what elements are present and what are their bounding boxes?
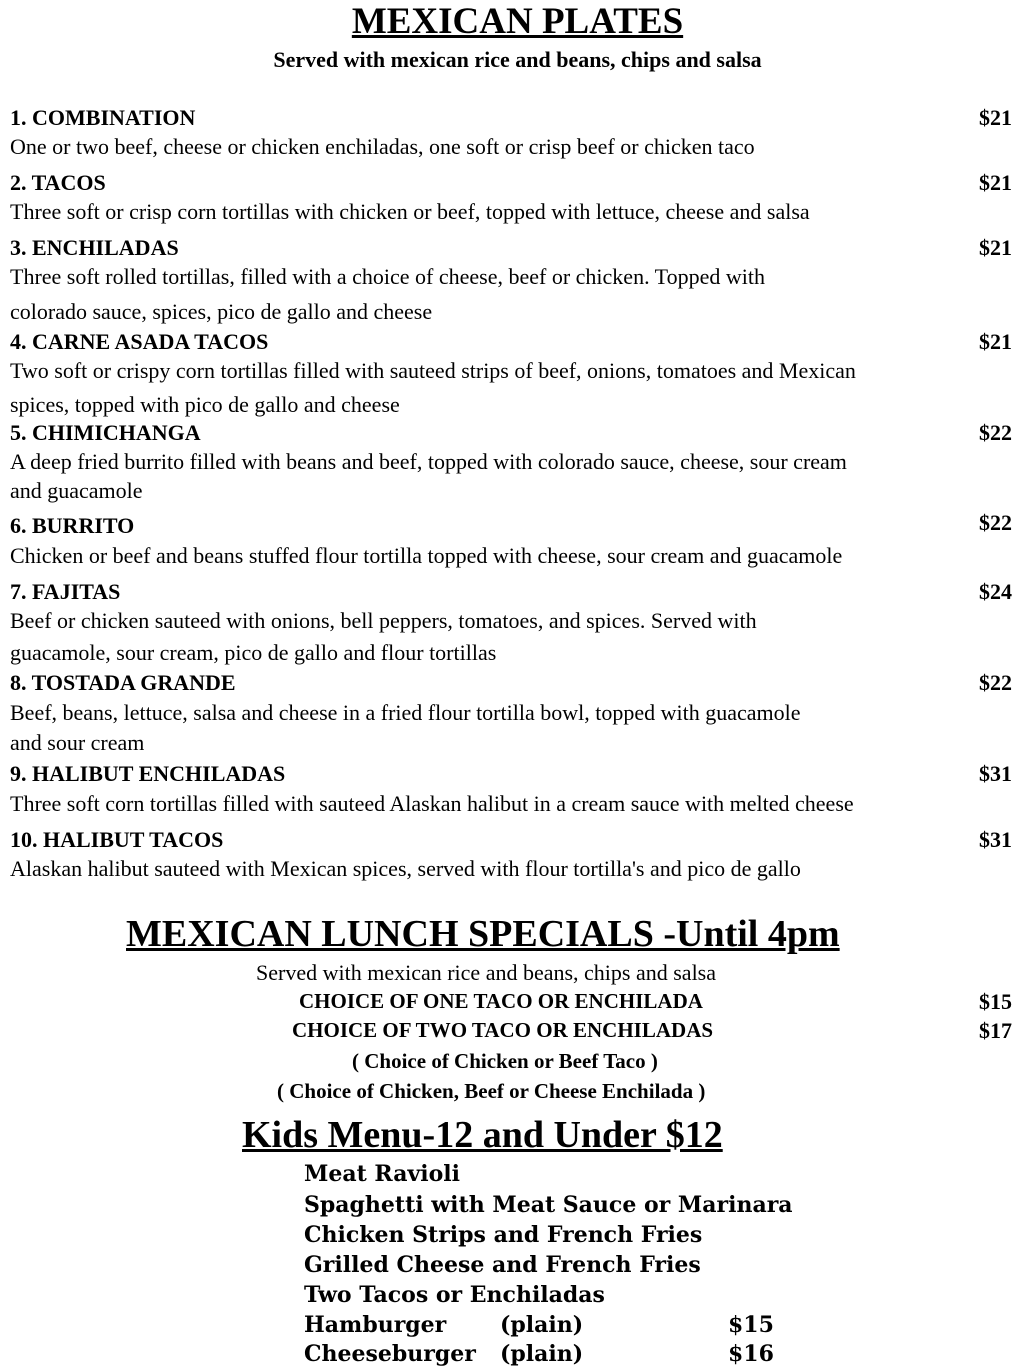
kids-title: Kids Menu-12 and Under $12 (242, 1114, 723, 1156)
item-description: spices, topped with pico de gallo and cheese (10, 392, 400, 417)
item-name: 9. HALIBUT ENCHILADAS (10, 761, 286, 786)
item-description: Beef, beans, lettuce, salsa and cheese in a fried flour tortilla bowl, topped with guacamole (10, 700, 801, 725)
item-description: and guacamole (10, 478, 143, 503)
lunch-item-price: $15 (979, 989, 1012, 1014)
item-description: Beef or chicken sauteed with onions, bell peppers, tomatoes, and spices. Served with (10, 608, 757, 633)
item-description: Three soft corn tortillas filled with sauteed Alaskan halibut in a cream sauce with melted cheese (10, 791, 854, 816)
kids-item: Grilled Cheese and French Fries (304, 1252, 701, 1278)
kids-priced-price: $15 (728, 1312, 774, 1338)
item-price: $21 (979, 105, 1012, 130)
item-description: A deep fried burrito filled with beans and beef, topped with colorado sauce, cheese, sour cream (10, 449, 847, 474)
lunch-note: ( Choice of Chicken or Beef Taco ) (352, 1049, 658, 1073)
item-price: $31 (979, 761, 1012, 786)
kids-item: Spaghetti with Meat Sauce or Marinara (304, 1192, 793, 1218)
item-description: Alaskan halibut sauteed with Mexican spices, served with flour tortilla's and pico de gallo (10, 856, 801, 881)
item-name: 3. ENCHILADAS (10, 235, 179, 260)
item-price: $22 (979, 510, 1012, 535)
lunch-item-price: $17 (979, 1018, 1012, 1043)
item-description: Three soft or crisp corn tortillas with chicken or beef, topped with lettuce, cheese and salsa (10, 199, 810, 224)
item-description: guacamole, sour cream, pico de gallo and flour tortillas (10, 640, 497, 665)
page-title: MEXICAN PLATES (351, 1, 684, 42)
item-price: $21 (979, 235, 1012, 260)
item-description: Three soft rolled tortillas, filled with a choice of cheese, beef or chicken. Topped with (10, 264, 765, 289)
kids-item: Two Tacos or Enchiladas (304, 1282, 605, 1308)
kids-priced-note: (plain) (500, 1341, 584, 1367)
lunch-subtitle: Served with mexican rice and beans, chips and salsa (256, 960, 717, 985)
item-name: 8. TOSTADA GRANDE (10, 670, 236, 695)
item-description: Chicken or beef and beans stuffed flour tortilla topped with cheese, sour cream and guacamole (10, 543, 843, 568)
kids-item: Chicken Strips and French Fries (304, 1222, 703, 1248)
kids-priced-note: (plain) (500, 1312, 584, 1338)
item-name: 2. TACOS (10, 170, 106, 195)
lunch-item-label: CHOICE OF ONE TACO OR ENCHILADA (299, 989, 703, 1013)
item-description: Two soft or crispy corn tortillas filled with sauteed strips of beef, onions, tomatoes and Mexican (10, 358, 856, 383)
item-name: 10. HALIBUT TACOS (10, 827, 224, 852)
page-subtitle: Served with mexican rice and beans, chips and salsa (273, 47, 762, 72)
item-price: $31 (979, 827, 1012, 852)
item-price: $22 (979, 670, 1012, 695)
item-name: 4. CARNE ASADA TACOS (10, 329, 269, 354)
item-description: colorado sauce, spices, pico de gallo and cheese (10, 299, 433, 324)
kids-priced-name: Hamburger (304, 1312, 447, 1338)
item-price: $24 (979, 579, 1012, 604)
kids-priced-price: $16 (728, 1341, 774, 1367)
item-description: and sour cream (10, 730, 145, 755)
lunch-item-label: CHOICE OF TWO TACO OR ENCHILADAS (292, 1018, 714, 1042)
item-name: 7. FAJITAS (10, 579, 121, 604)
kids-item: Meat Ravioli (304, 1161, 460, 1187)
item-price: $21 (979, 170, 1012, 195)
item-name: 6. BURRITO (10, 513, 135, 538)
item-price: $21 (979, 329, 1012, 354)
kids-priced-name: Cheeseburger (304, 1341, 476, 1367)
item-price: $22 (979, 420, 1012, 445)
item-name: 1. COMBINATION (10, 105, 196, 130)
item-description: One or two beef, cheese or chicken enchiladas, one soft or crisp beef or chicken taco (10, 134, 755, 159)
lunch-title: MEXICAN LUNCH SPECIALS -Until 4pm (126, 913, 840, 955)
lunch-note: ( Choice of Chicken, Beef or Cheese Enchilada ) (277, 1079, 706, 1103)
item-name: 5. CHIMICHANGA (10, 420, 201, 445)
